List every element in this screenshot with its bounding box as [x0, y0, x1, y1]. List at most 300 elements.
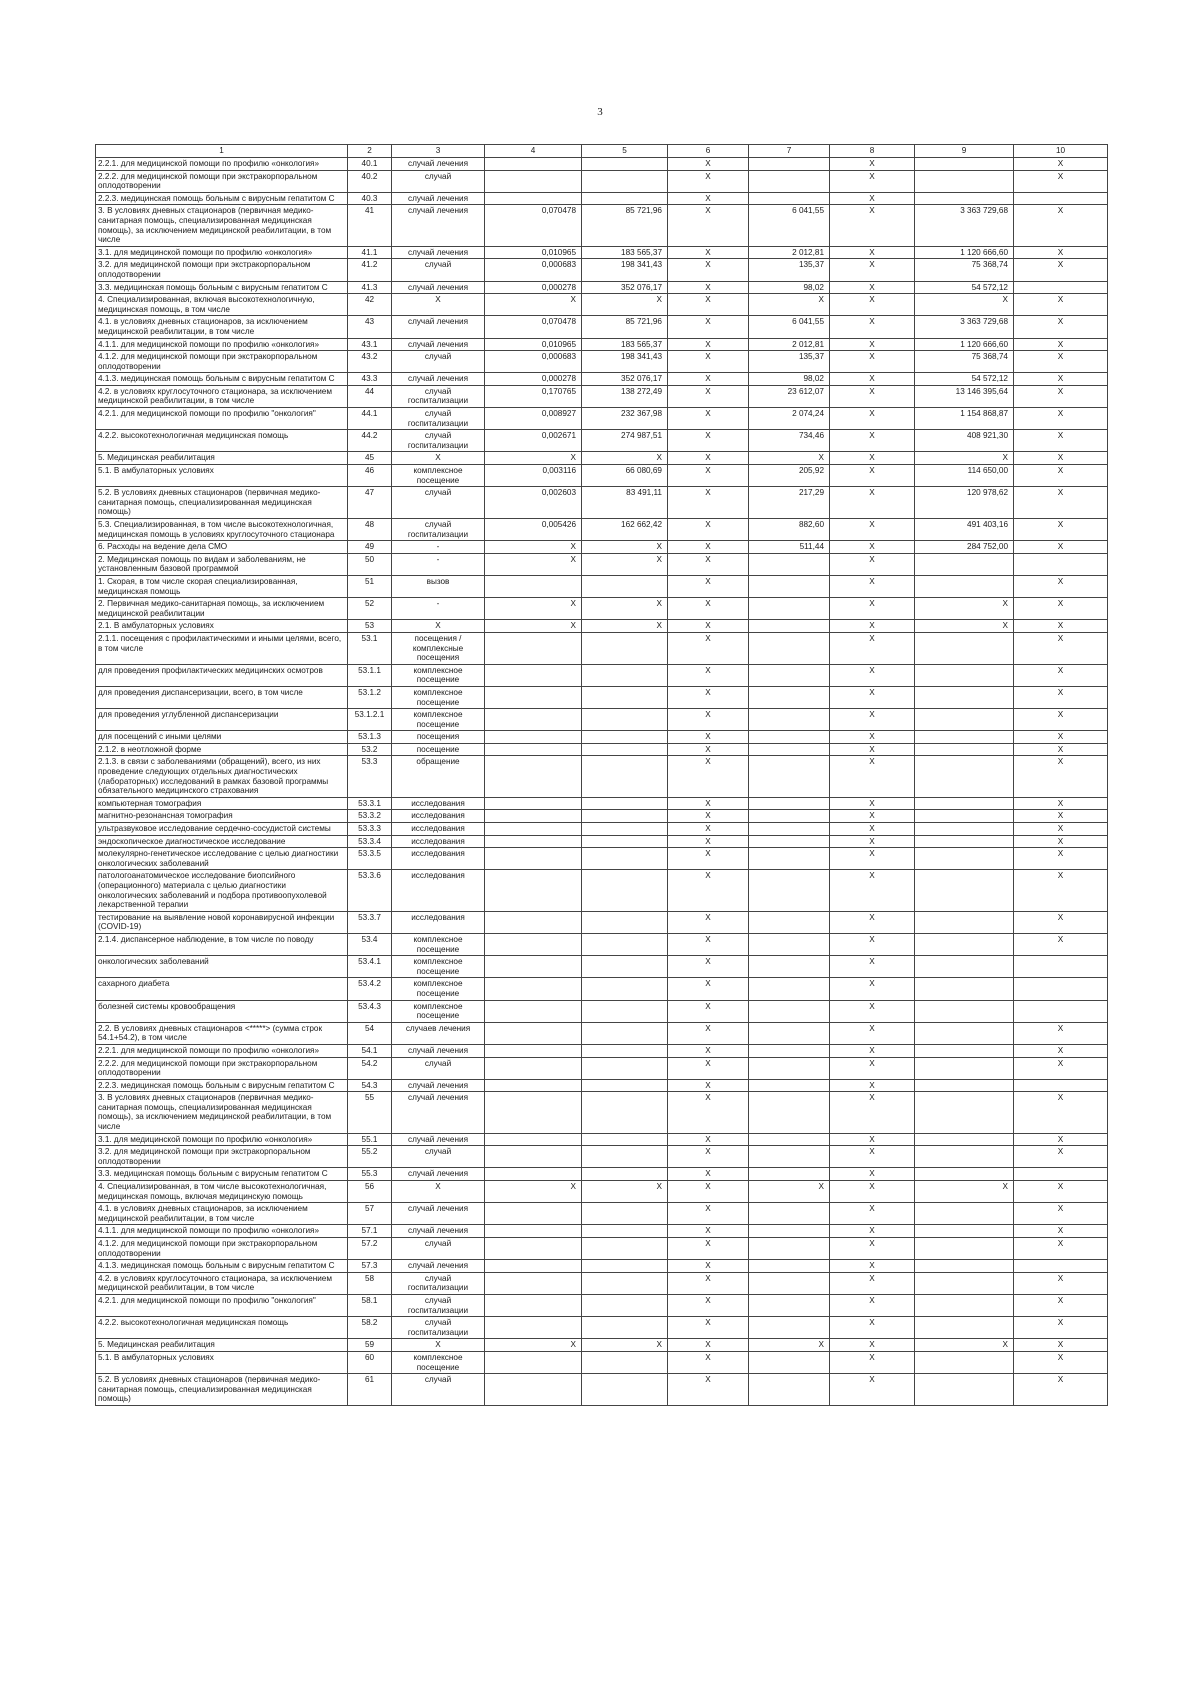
- total-cell: [915, 1079, 1014, 1092]
- total-cell: [915, 911, 1014, 933]
- per-capita-cell: [749, 664, 830, 686]
- table-row: [96, 709, 1108, 731]
- row-code-cell: 57.3: [348, 1260, 392, 1273]
- col10-cell: X: [1014, 385, 1108, 407]
- col10-cell: X: [1014, 575, 1108, 597]
- unit-cell: случай госпитализации: [392, 385, 485, 407]
- row-code-cell: 54.3: [348, 1079, 392, 1092]
- col8-cell: X: [830, 743, 915, 756]
- cost-cell: [582, 1272, 668, 1294]
- unit-cell: случай лечения: [392, 373, 485, 386]
- table-row: [96, 316, 1108, 338]
- row-code-cell: 57.2: [348, 1238, 392, 1260]
- table-row: [96, 1168, 1108, 1181]
- total-cell: [915, 810, 1014, 823]
- col8-cell: X: [830, 316, 915, 338]
- volume-cell: 0,000278: [485, 281, 582, 294]
- unit-cell: случай госпитализации: [392, 1317, 485, 1339]
- cost-cell: [582, 1057, 668, 1079]
- table-row: [96, 553, 1108, 575]
- col8-cell: X: [830, 1225, 915, 1238]
- row-name-cell: 2.2.3. медицинская помощь больным с вирусным гепатитом С: [96, 192, 348, 205]
- col10-cell: X: [1014, 598, 1108, 620]
- row-name-cell: 4.2. в условиях круглосуточного стационара, за исключением медицинской реабилитации, в том числе: [96, 385, 348, 407]
- col8-cell: X: [830, 246, 915, 259]
- volume-cell: 0,000278: [485, 373, 582, 386]
- row-name-cell: 2.1.3. в связи с заболеваниями (обращений), всего, из них проведение следующих отдельных диагностических (лабораторных) исследований в рамках базовой программы обязательного медицинского страхования: [96, 756, 348, 797]
- volume-cell: 0,070478: [485, 205, 582, 246]
- col6-cell: X: [668, 632, 749, 664]
- unit-cell: -: [392, 541, 485, 554]
- table-row: [96, 519, 1108, 541]
- unit-cell: случай лечения: [392, 192, 485, 205]
- per-capita-cell: [749, 1146, 830, 1168]
- col10-cell: [1014, 1168, 1108, 1181]
- per-capita-cell: [749, 1260, 830, 1273]
- cost-cell: 232 367,98: [582, 408, 668, 430]
- unit-cell: случай: [392, 487, 485, 519]
- col10-cell: [1014, 192, 1108, 205]
- row-code-cell: 58: [348, 1272, 392, 1294]
- unit-cell: случай госпитализации: [392, 408, 485, 430]
- total-cell: 114 650,00: [915, 465, 1014, 487]
- unit-cell: X: [392, 1339, 485, 1352]
- table-row: [96, 281, 1108, 294]
- col8-cell: X: [830, 1079, 915, 1092]
- per-capita-cell: [749, 1022, 830, 1044]
- row-name-cell: болезней системы кровообращения: [96, 1000, 348, 1022]
- row-code-cell: 43: [348, 316, 392, 338]
- row-name-cell: 1. Скорая, в том числе скорая специализированная, медицинская помощь: [96, 575, 348, 597]
- cost-cell: [582, 686, 668, 708]
- total-cell: 1 154 868,87: [915, 408, 1014, 430]
- row-code-cell: 54: [348, 1022, 392, 1044]
- table-row: [96, 978, 1108, 1000]
- header-cell: 3: [392, 145, 485, 158]
- table-row: [96, 408, 1108, 430]
- per-capita-cell: [749, 598, 830, 620]
- total-cell: 3 363 729,68: [915, 205, 1014, 246]
- col6-cell: X: [668, 810, 749, 823]
- col10-cell: X: [1014, 338, 1108, 351]
- unit-cell: комплексное посещение: [392, 709, 485, 731]
- row-name-cell: 5.2. В условиях дневных стационаров (первичная медико-санитарная помощь, специализированная медицинская помощь): [96, 1374, 348, 1406]
- volume-cell: [485, 1133, 582, 1146]
- volume-cell: [485, 1168, 582, 1181]
- row-name-cell: 3. В условиях дневных стационаров (первичная медико-санитарная помощь, специализированная медицинская помощь), за исключением медицинской реабилитации, в том числе: [96, 1092, 348, 1133]
- col8-cell: X: [830, 1238, 915, 1260]
- col10-cell: X: [1014, 709, 1108, 731]
- table-row: [96, 1225, 1108, 1238]
- total-cell: [915, 664, 1014, 686]
- unit-cell: обращение: [392, 756, 485, 797]
- row-code-cell: 43.2: [348, 351, 392, 373]
- row-code-cell: 41.3: [348, 281, 392, 294]
- total-cell: X: [915, 1181, 1014, 1203]
- col10-cell: X: [1014, 870, 1108, 911]
- header-row: [96, 145, 1108, 158]
- volume-cell: [485, 810, 582, 823]
- per-capita-cell: [749, 1079, 830, 1092]
- total-cell: X: [915, 598, 1014, 620]
- unit-cell: исследования: [392, 835, 485, 848]
- row-name-cell: 2.2.1. для медицинской помощи по профилю «онкология»: [96, 1044, 348, 1057]
- col10-cell: X: [1014, 1351, 1108, 1373]
- per-capita-cell: [749, 620, 830, 633]
- col10-cell: [1014, 1260, 1108, 1273]
- total-cell: X: [915, 1339, 1014, 1352]
- col8-cell: X: [830, 797, 915, 810]
- unit-cell: X: [392, 452, 485, 465]
- table-row: [96, 620, 1108, 633]
- total-cell: [915, 1168, 1014, 1181]
- table-row: [96, 158, 1108, 171]
- per-capita-cell: [749, 709, 830, 731]
- row-code-cell: 46: [348, 465, 392, 487]
- col6-cell: X: [668, 1044, 749, 1057]
- table-row: [96, 848, 1108, 870]
- row-code-cell: 53.3.3: [348, 823, 392, 836]
- unit-cell: случай: [392, 1238, 485, 1260]
- header-cell: 1: [96, 145, 348, 158]
- cost-cell: 138 272,49: [582, 385, 668, 407]
- col6-cell: X: [668, 1079, 749, 1092]
- col10-cell: X: [1014, 911, 1108, 933]
- unit-cell: X: [392, 1181, 485, 1203]
- per-capita-cell: 217,29: [749, 487, 830, 519]
- cost-cell: [582, 158, 668, 171]
- per-capita-cell: 882,60: [749, 519, 830, 541]
- total-cell: [915, 192, 1014, 205]
- col10-cell: X: [1014, 632, 1108, 664]
- per-capita-cell: X: [749, 1181, 830, 1203]
- per-capita-cell: [749, 1374, 830, 1406]
- col6-cell: X: [668, 259, 749, 281]
- col8-cell: X: [830, 1181, 915, 1203]
- col10-cell: X: [1014, 1339, 1108, 1352]
- header-cell: 5: [582, 145, 668, 158]
- row-code-cell: 57.1: [348, 1225, 392, 1238]
- table-row: [96, 1260, 1108, 1273]
- col10-cell: X: [1014, 430, 1108, 452]
- col6-cell: X: [668, 743, 749, 756]
- col6-cell: X: [668, 823, 749, 836]
- cost-cell: [582, 933, 668, 955]
- total-cell: [915, 1146, 1014, 1168]
- per-capita-cell: [749, 158, 830, 171]
- total-cell: [915, 978, 1014, 1000]
- row-name-cell: 3.1. для медицинской помощи по профилю «онкология»: [96, 1133, 348, 1146]
- col8-cell: X: [830, 731, 915, 744]
- table-row: [96, 911, 1108, 933]
- col6-cell: X: [668, 1339, 749, 1352]
- col8-cell: X: [830, 1339, 915, 1352]
- col8-cell: X: [830, 408, 915, 430]
- unit-cell: случай лечения: [392, 158, 485, 171]
- row-name-cell: 4.2.1. для медицинской помощи по профилю "онкология": [96, 1294, 348, 1316]
- col8-cell: X: [830, 553, 915, 575]
- col6-cell: X: [668, 956, 749, 978]
- cost-cell: [582, 1260, 668, 1273]
- row-code-cell: 60: [348, 1351, 392, 1373]
- volume-cell: X: [485, 541, 582, 554]
- col10-cell: X: [1014, 1238, 1108, 1260]
- col10-cell: X: [1014, 731, 1108, 744]
- col8-cell: X: [830, 465, 915, 487]
- total-cell: [915, 731, 1014, 744]
- table-row: [96, 1092, 1108, 1133]
- total-cell: [915, 709, 1014, 731]
- row-name-cell: 4.2. в условиях круглосуточного стационара, за исключением медицинской реабилитации, в том числе: [96, 1272, 348, 1294]
- row-name-cell: 2.1. В амбулаторных условиях: [96, 620, 348, 633]
- unit-cell: исследования: [392, 870, 485, 911]
- cost-cell: [582, 1203, 668, 1225]
- volume-cell: [485, 1057, 582, 1079]
- per-capita-cell: 6 041,55: [749, 316, 830, 338]
- row-name-cell: сахарного диабета: [96, 978, 348, 1000]
- row-name-cell: 4.1.3. медицинская помощь больным с вирусным гепатитом С: [96, 1260, 348, 1273]
- unit-cell: случай лечения: [392, 316, 485, 338]
- col10-cell: X: [1014, 810, 1108, 823]
- row-code-cell: 50: [348, 553, 392, 575]
- col8-cell: X: [830, 294, 915, 316]
- row-name-cell: 6. Расходы на ведение дела СМО: [96, 541, 348, 554]
- col10-cell: X: [1014, 316, 1108, 338]
- cost-cell: [582, 956, 668, 978]
- col6-cell: X: [668, 1238, 749, 1260]
- table-row: [96, 731, 1108, 744]
- per-capita-cell: 2 074,24: [749, 408, 830, 430]
- volume-cell: [485, 1317, 582, 1339]
- row-name-cell: 4.1. в условиях дневных стационаров, за исключением медицинской реабилитации, в том числе: [96, 1203, 348, 1225]
- col8-cell: X: [830, 1374, 915, 1406]
- volume-cell: 0,010965: [485, 338, 582, 351]
- col10-cell: X: [1014, 465, 1108, 487]
- volume-cell: [485, 978, 582, 1000]
- row-name-cell: 2.1.2. в неотложной форме: [96, 743, 348, 756]
- total-cell: [915, 553, 1014, 575]
- cost-cell: [582, 170, 668, 192]
- cost-cell: [582, 709, 668, 731]
- col8-cell: X: [830, 911, 915, 933]
- volume-cell: [485, 170, 582, 192]
- row-name-cell: 5.2. В условиях дневных стационаров (первичная медико-санитарная помощь, специализированная медицинская помощь): [96, 487, 348, 519]
- cost-cell: [582, 731, 668, 744]
- unit-cell: случай лечения: [392, 1044, 485, 1057]
- cost-cell: [582, 1133, 668, 1146]
- cost-cell: X: [582, 452, 668, 465]
- row-code-cell: 53.2: [348, 743, 392, 756]
- row-code-cell: 56: [348, 1181, 392, 1203]
- row-name-cell: 2.1.4. диспансерное наблюдение, в том числе по поводу: [96, 933, 348, 955]
- col6-cell: X: [668, 158, 749, 171]
- row-name-cell: 4.2.2. высокотехнологичная медицинская помощь: [96, 1317, 348, 1339]
- volume-cell: [485, 933, 582, 955]
- table-row: [96, 1146, 1108, 1168]
- col8-cell: X: [830, 1092, 915, 1133]
- col10-cell: X: [1014, 664, 1108, 686]
- row-code-cell: 61: [348, 1374, 392, 1406]
- col6-cell: X: [668, 385, 749, 407]
- unit-cell: исследования: [392, 911, 485, 933]
- col6-cell: X: [668, 316, 749, 338]
- unit-cell: вызов: [392, 575, 485, 597]
- total-cell: [915, 1272, 1014, 1294]
- cost-cell: [582, 848, 668, 870]
- per-capita-cell: [749, 1238, 830, 1260]
- per-capita-cell: 135,37: [749, 351, 830, 373]
- table-row: [96, 1022, 1108, 1044]
- col10-cell: X: [1014, 933, 1108, 955]
- col6-cell: X: [668, 1181, 749, 1203]
- cost-cell: 83 491,11: [582, 487, 668, 519]
- table-row: [96, 1351, 1108, 1373]
- volume-cell: [485, 1272, 582, 1294]
- col8-cell: X: [830, 519, 915, 541]
- col8-cell: X: [830, 338, 915, 351]
- volume-cell: [485, 192, 582, 205]
- total-cell: [915, 1044, 1014, 1057]
- table-row: [96, 430, 1108, 452]
- volume-cell: 0,000683: [485, 259, 582, 281]
- header-cell: 2: [348, 145, 392, 158]
- table-row: [96, 686, 1108, 708]
- per-capita-cell: [749, 731, 830, 744]
- row-name-cell: 2.2.2. для медицинской помощи при экстракорпоральном оплодотворении: [96, 170, 348, 192]
- row-name-cell: компьютерная томография: [96, 797, 348, 810]
- volume-cell: 0,070478: [485, 316, 582, 338]
- col8-cell: X: [830, 1022, 915, 1044]
- row-code-cell: 42: [348, 294, 392, 316]
- row-code-cell: 40.2: [348, 170, 392, 192]
- header-cell: 6: [668, 145, 749, 158]
- per-capita-cell: [749, 1057, 830, 1079]
- unit-cell: случай лечения: [392, 338, 485, 351]
- total-cell: [915, 1057, 1014, 1079]
- col8-cell: X: [830, 1294, 915, 1316]
- per-capita-cell: [749, 1317, 830, 1339]
- unit-cell: случай лечения: [392, 246, 485, 259]
- col6-cell: X: [668, 351, 749, 373]
- row-code-cell: 58.2: [348, 1317, 392, 1339]
- col6-cell: X: [668, 430, 749, 452]
- unit-cell: X: [392, 620, 485, 633]
- per-capita-cell: 6 041,55: [749, 205, 830, 246]
- col10-cell: X: [1014, 797, 1108, 810]
- row-code-cell: 53.3.6: [348, 870, 392, 911]
- col8-cell: X: [830, 1146, 915, 1168]
- row-code-cell: 49: [348, 541, 392, 554]
- row-code-cell: 53.1.2: [348, 686, 392, 708]
- row-name-cell: 4.1.3. медицинская помощь больным с вирусным гепатитом С: [96, 373, 348, 386]
- total-cell: [915, 797, 1014, 810]
- col8-cell: X: [830, 1272, 915, 1294]
- unit-cell: случай лечения: [392, 1133, 485, 1146]
- row-code-cell: 53.3.1: [348, 797, 392, 810]
- row-name-cell: для посещений с иными целями: [96, 731, 348, 744]
- col10-cell: X: [1014, 686, 1108, 708]
- col10-cell: X: [1014, 1374, 1108, 1406]
- col6-cell: X: [668, 731, 749, 744]
- header-cell: 7: [749, 145, 830, 158]
- cost-cell: [582, 1374, 668, 1406]
- unit-cell: случай лечения: [392, 205, 485, 246]
- row-name-cell: 5.1. В амбулаторных условиях: [96, 465, 348, 487]
- col8-cell: X: [830, 810, 915, 823]
- total-cell: [915, 1351, 1014, 1373]
- table-row: [96, 170, 1108, 192]
- col6-cell: X: [668, 1351, 749, 1373]
- col6-cell: X: [668, 541, 749, 554]
- col6-cell: X: [668, 1022, 749, 1044]
- row-code-cell: 53.4: [348, 933, 392, 955]
- volume-cell: [485, 1044, 582, 1057]
- col10-cell: [1014, 978, 1108, 1000]
- volume-cell: [485, 797, 582, 810]
- col8-cell: X: [830, 385, 915, 407]
- col10-cell: X: [1014, 1022, 1108, 1044]
- cost-cell: X: [582, 541, 668, 554]
- total-cell: 284 752,00: [915, 541, 1014, 554]
- total-cell: [915, 1374, 1014, 1406]
- unit-cell: комплексное посещение: [392, 664, 485, 686]
- volume-cell: [485, 848, 582, 870]
- col8-cell: X: [830, 756, 915, 797]
- col10-cell: X: [1014, 1146, 1108, 1168]
- col10-cell: X: [1014, 519, 1108, 541]
- table-row: [96, 1057, 1108, 1079]
- row-name-cell: 3.3. медицинская помощь больным с вирусным гепатитом С: [96, 281, 348, 294]
- cost-cell: 85 721,96: [582, 316, 668, 338]
- col6-cell: X: [668, 870, 749, 911]
- page-number: 3: [597, 106, 603, 118]
- col10-cell: X: [1014, 1181, 1108, 1203]
- unit-cell: -: [392, 598, 485, 620]
- cost-cell: X: [582, 598, 668, 620]
- cost-cell: [582, 1351, 668, 1373]
- col10-cell: X: [1014, 1044, 1108, 1057]
- row-code-cell: 53.1.1: [348, 664, 392, 686]
- col8-cell: X: [830, 686, 915, 708]
- volume-cell: [485, 686, 582, 708]
- cost-cell: [582, 575, 668, 597]
- table-row: [96, 1238, 1108, 1260]
- header-cell: 8: [830, 145, 915, 158]
- col8-cell: X: [830, 158, 915, 171]
- table-row: [96, 797, 1108, 810]
- col8-cell: X: [830, 541, 915, 554]
- row-code-cell: 55: [348, 1092, 392, 1133]
- cost-cell: [582, 1317, 668, 1339]
- col6-cell: X: [668, 1294, 749, 1316]
- row-name-cell: ультразвуковое исследование сердечно-сосудистой системы: [96, 823, 348, 836]
- cost-cell: 274 987,51: [582, 430, 668, 452]
- row-code-cell: 43.1: [348, 338, 392, 351]
- total-cell: [915, 848, 1014, 870]
- total-cell: [915, 756, 1014, 797]
- table-row: [96, 835, 1108, 848]
- row-name-cell: 5.1. В амбулаторных условиях: [96, 1351, 348, 1373]
- row-name-cell: 3.1. для медицинской помощи по профилю «онкология»: [96, 246, 348, 259]
- cost-cell: [582, 1146, 668, 1168]
- cost-cell: [582, 1168, 668, 1181]
- per-capita-cell: [749, 553, 830, 575]
- row-name-cell: 4.1.2. для медицинской помощи при экстракорпоральном оплодотворении: [96, 351, 348, 373]
- per-capita-cell: [749, 810, 830, 823]
- cost-cell: [582, 797, 668, 810]
- col6-cell: X: [668, 487, 749, 519]
- col8-cell: X: [830, 1133, 915, 1146]
